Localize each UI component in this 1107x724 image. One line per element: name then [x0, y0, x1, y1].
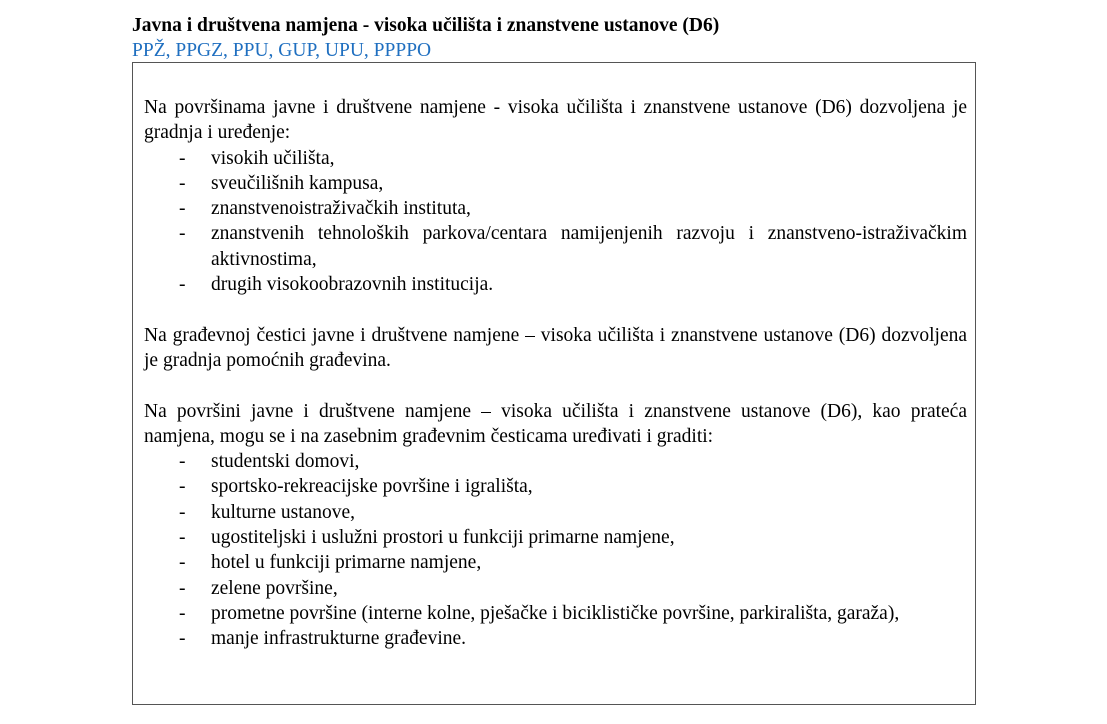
paragraph-auxiliary: Na građevnoj čestici javne i društvene namjene – visoka učilišta i znanstvene ustanove (D6) dozvoljena je gradnja pomoćnih građevina.: [144, 324, 967, 371]
paragraph-intro-3: Na površini javne i društvene namjene – visoka učilišta i znanstvene ustanove (D6), kao prateća namjena, mogu se i na zasebnim građevnim česticama uređivati i graditi:: [144, 400, 967, 447]
list-item: - sportsko-rekreacijske površine i igrališta,: [179, 476, 533, 498]
list-item: - sveučilišnih kampusa,: [179, 172, 384, 194]
list-item: - kulturne ustanove,: [179, 501, 356, 523]
list-item: - znanstvenoistraživačkih instituta,: [179, 198, 471, 220]
list-item: - studentski domovi,: [179, 451, 360, 473]
plan-types: PPŽ, PPGZ, PPU, GUP, UPU, PPPPO: [132, 40, 432, 61]
list-item: - hotel u funkciji primarne namjene,: [179, 552, 482, 574]
list-accompanying: [144, 449, 967, 651]
list-item: - zelene površine,: [179, 577, 338, 599]
list-item: - manje infrastrukturne građevine.: [179, 628, 467, 650]
content-box: [132, 62, 976, 705]
paragraph-intro-1: Na površinama javne i društvene namjene - visoka učilišta i znanstvene ustanove (D6) dozvoljena je gradnja i uređenje:: [144, 97, 967, 144]
list-item: - drugih visokoobrazovnih institucija.: [179, 274, 494, 296]
list-item: - prometne površine (interne kolne, pješačke i biciklističke površine, parkirališta, garaža),: [179, 602, 900, 624]
list-item: - ugostiteljski i uslužni prostori u funkciji primarne namjene,: [179, 527, 675, 549]
list-item: - znanstvenih tehnoloških parkova/centara namijenjenih razvoju i znanstveno-istraživačkim aktivnostima,: [179, 223, 967, 270]
list-item: - visokih učilišta,: [179, 147, 335, 169]
list-permitted: [144, 146, 967, 298]
section-title: Javna i društvena namjena - visoka učilišta i znanstvene ustanove (D6): [132, 15, 720, 36]
